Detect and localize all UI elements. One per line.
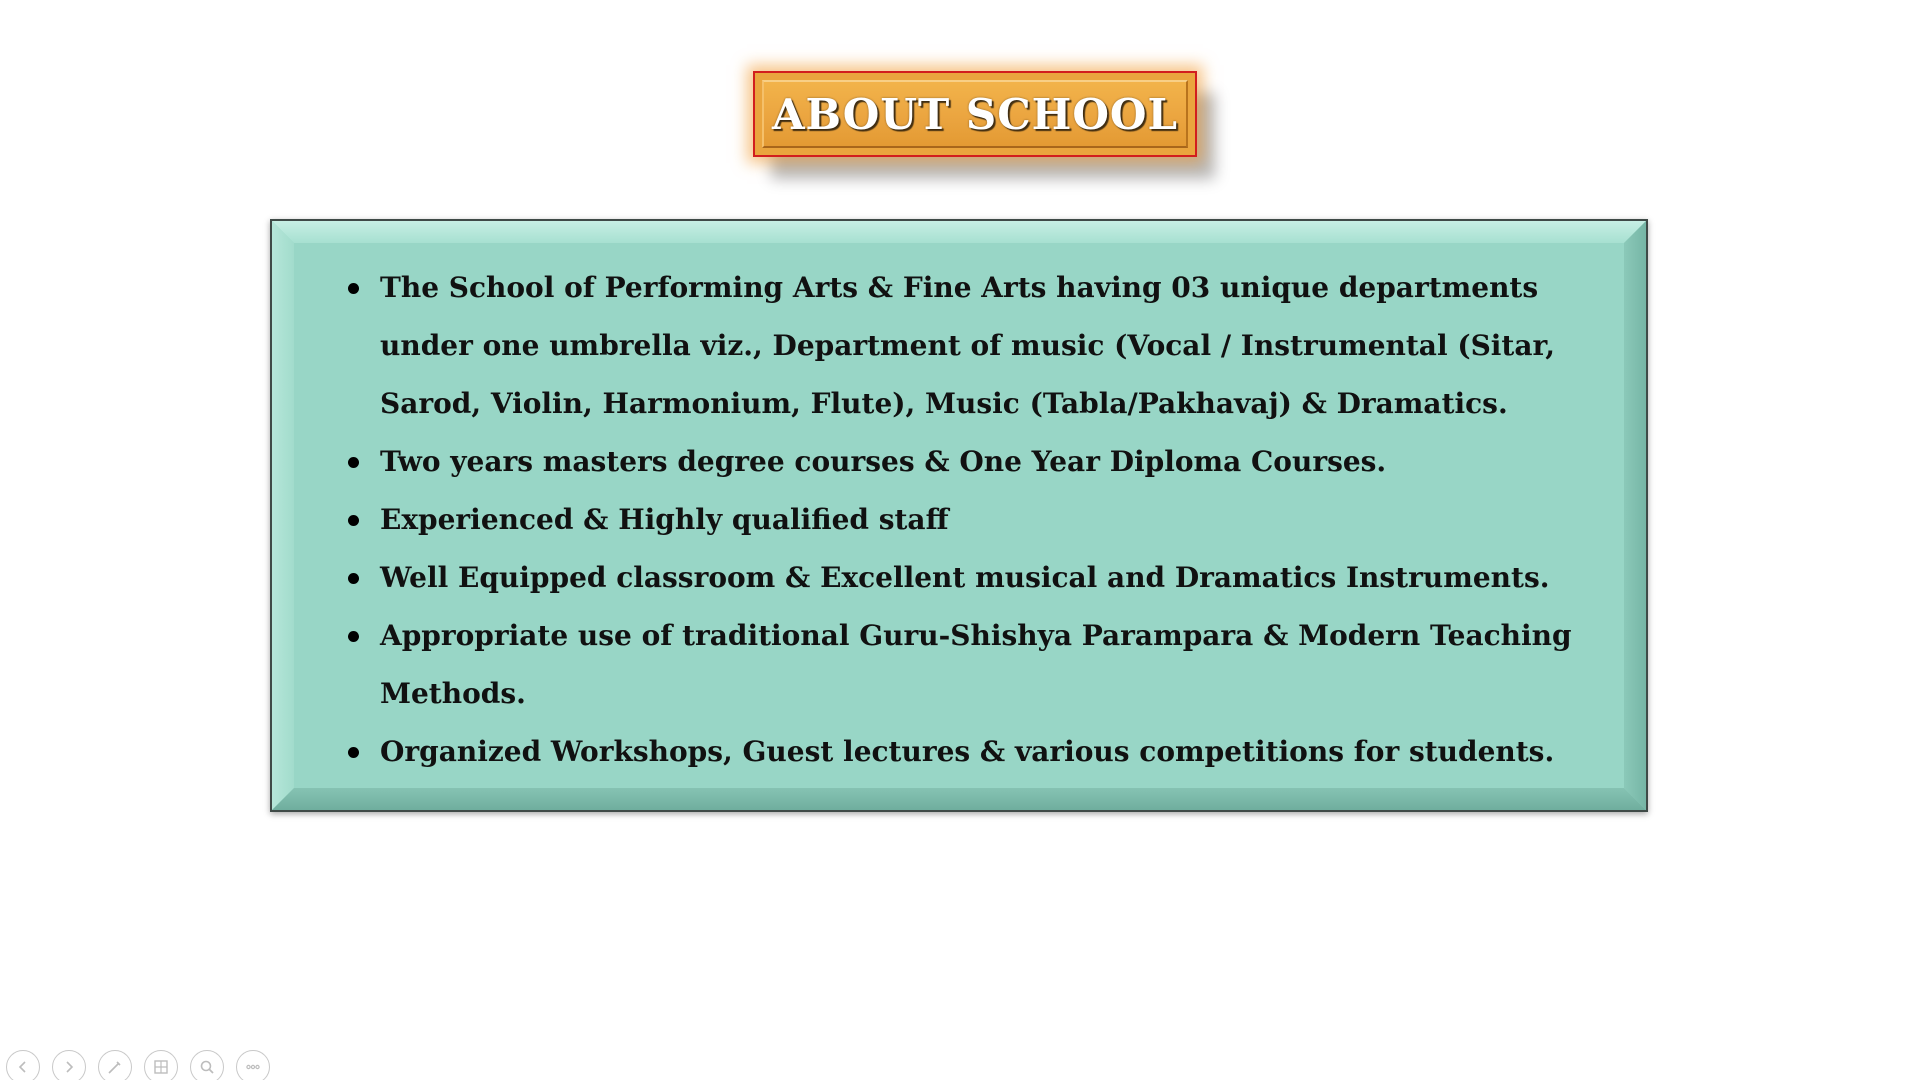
next-slide-button[interactable] — [52, 1050, 86, 1080]
bullet-dot-icon — [348, 283, 359, 294]
panel-bevel-bottom — [272, 788, 1646, 810]
bullet-dot-icon — [348, 573, 359, 584]
bullet-text: Experienced & Highly qualified staff — [380, 503, 949, 536]
slide-title: ABOUT SCHOOL — [771, 89, 1179, 139]
zoom-button[interactable] — [190, 1050, 224, 1080]
slides-grid-button[interactable] — [144, 1050, 178, 1080]
title-box-outer — [753, 71, 1197, 157]
bullet-list — [272, 259, 1646, 781]
slides-grid-icon — [152, 1058, 170, 1076]
title-box-inner — [762, 80, 1188, 148]
bullet-text: Well Equipped classroom & Excellent musical and Dramatics Instruments. — [380, 561, 1550, 594]
bullet-item — [272, 491, 1646, 549]
bullet-dot-icon — [348, 515, 359, 526]
presentation-controls — [6, 1050, 270, 1080]
panel-bevel-top — [272, 221, 1646, 243]
more-icon — [244, 1058, 262, 1076]
bullet-text: Two years masters degree courses & One Year Diploma Courses. — [380, 445, 1387, 478]
previous-slide-button[interactable] — [6, 1050, 40, 1080]
bullet-text: The School of Performing Arts & Fine Arts having 03 unique departments under one umbrella viz., Department of music (Vocal / Instrumental (Sitar, Sarod, Violin, Harmonium, Flute), Music (Tabla/Pakhavaj) & Dramatics. — [380, 271, 1555, 420]
bullet-item — [272, 433, 1646, 491]
title-banner — [753, 71, 1197, 157]
next-icon — [60, 1058, 78, 1076]
bullet-item — [272, 259, 1646, 433]
bullet-item — [272, 723, 1646, 781]
bullet-item — [272, 607, 1646, 723]
pen-button[interactable] — [98, 1050, 132, 1080]
bullet-dot-icon — [348, 747, 359, 758]
bullet-dot-icon — [348, 631, 359, 642]
bullet-text: Organized Workshops, Guest lectures & various competitions for students. — [380, 735, 1555, 768]
bullet-item — [272, 549, 1646, 607]
bullet-text: Appropriate use of traditional Guru-Shishya Parampara & Modern Teaching Methods. — [380, 619, 1572, 710]
more-options-button[interactable] — [236, 1050, 270, 1080]
zoom-icon — [198, 1058, 216, 1076]
previous-icon — [14, 1058, 32, 1076]
bullet-dot-icon — [348, 457, 359, 468]
content-panel — [270, 219, 1648, 812]
pen-icon — [106, 1058, 124, 1076]
